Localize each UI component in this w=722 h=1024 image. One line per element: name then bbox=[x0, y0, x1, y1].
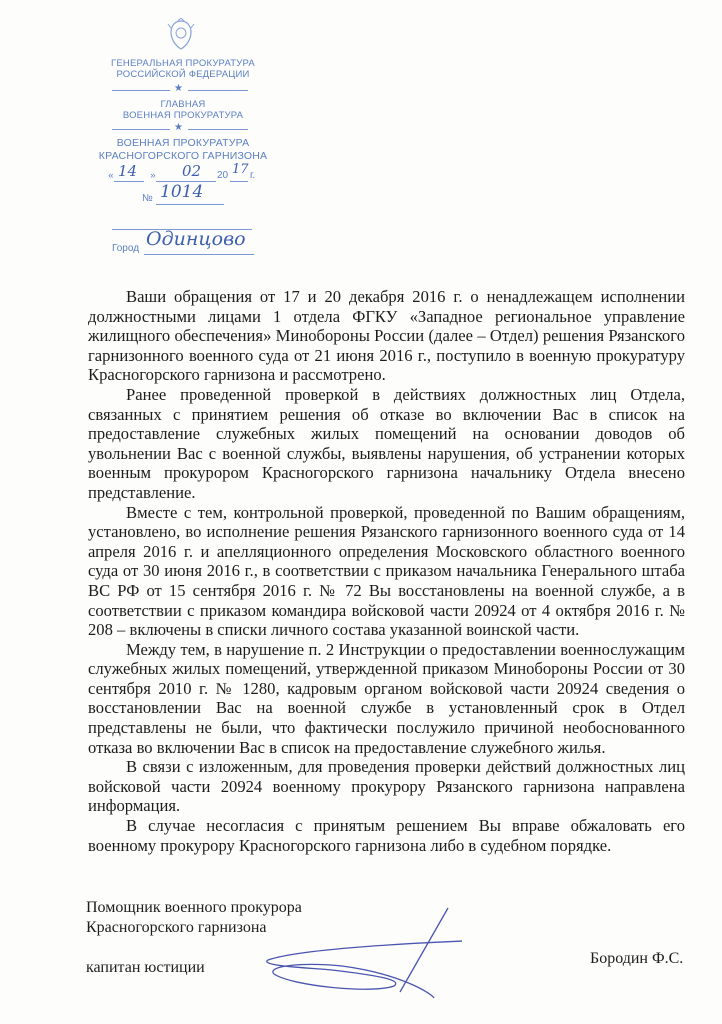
stamp-org-line: ВОЕННАЯ ПРОКУРАТУРА bbox=[116, 137, 250, 149]
stamp-date-year: 17 bbox=[232, 162, 249, 177]
paragraph: В связи с изложенным, для проведения проверки действий должностных лиц войсковой части 20924 военному прокурору Рязанского гарнизона направлена информация. bbox=[88, 757, 685, 816]
stamp-org-line: КРАСНОГОРСКОГО ГАРНИЗОНА bbox=[98, 150, 268, 162]
stamp-city-label: Город bbox=[112, 243, 140, 254]
paragraph: Между тем, в нарушение п. 2 Инструкции о предоставлении военнослужащим служебных жилых помещений, утвержденной приказом Минобороны России от 30 сентября 2010 г. № 1280, кадровым органом войсковой части 20924 сведения о восстановлении Вас на военной службе в установленный срок в Отдел представлены не были, что фактически послужило причиной необоснованного отказа во включении Вас в список на предоставление служебного жилья. bbox=[88, 639, 685, 757]
signer-name: Бородин Ф.С. bbox=[590, 950, 684, 967]
stamp-org-line: ГЛАВНАЯ bbox=[160, 99, 206, 110]
letter-body bbox=[88, 287, 685, 855]
signer-position: Красногорского гарнизона bbox=[86, 919, 267, 936]
signer-rank: капитан юстиции bbox=[86, 959, 205, 976]
star-icon: ★ bbox=[174, 83, 183, 94]
stamp-org-line: ГЕНЕРАЛЬНАЯ ПРОКУРАТУРА bbox=[111, 58, 255, 69]
stamp-city: Одинцово bbox=[146, 228, 246, 250]
handwritten-signature bbox=[262, 890, 462, 1000]
star-icon: ★ bbox=[174, 122, 183, 133]
stamp-date-month: 02 bbox=[182, 162, 202, 180]
paragraph: Вместе с тем, контрольной проверкой, проведенной по Вашим обращениям, установлено, во исполнение решения Рязанского гарнизонного военного суда от 14 апреля 2016 г. и апелляционного определения Московского областного военного суда от 30 июня 2016 г., в соответствии с приказом начальника Генерального штаба ВС РФ от 15 сентября 2016 г. № 72 Вы восстановлены на военной службе, а в соответствии с приказом командира войсковой части 20924 от 4 октября 2016 г. № 208 – включены в списки личного состава указанной воинской части. bbox=[88, 502, 685, 640]
stamp-number-label: № bbox=[142, 193, 153, 204]
stamp-org-line: ВОЕННАЯ ПРОКУРАТУРА bbox=[122, 110, 244, 121]
stamp-org-line: РОССИЙСКОЙ ФЕДЕРАЦИИ bbox=[116, 69, 250, 80]
paragraph: Ранее проведенной проверкой в действиях должностных лиц Отдела, связанных с принятием решения об отказе во включении Вас в список на предоставление служебных жилых помещений на основании доводов об увольнении Вас с военной службы, выявлены нарушения, об устранении которых военным прокурором Красногорского гарнизона начальнику Отдела внесено представление. bbox=[88, 384, 685, 502]
stamp-year-suffix: г. bbox=[250, 170, 256, 181]
coat-of-arms-icon bbox=[166, 18, 196, 52]
paragraph: Ваши обращения от 17 и 20 декабря 2016 г. о ненадлежащем исполнении должностными лицами 1 отдела ФГКУ «Западное региональное управление жилищного обеспечения» Минобороны России (далее – Отдел) решения Рязанского гарнизонного военного суда от 21 июня 2016 г., поступило в военную прокуратуру Красногорского гарнизона и рассмотрено. bbox=[88, 287, 685, 385]
stamp-year-prefix: 20 bbox=[217, 170, 229, 181]
stamp-date-day: 14 bbox=[118, 162, 138, 180]
signer-position: Помощник военного прокурора bbox=[86, 899, 302, 916]
stamp-number: 1014 bbox=[160, 182, 204, 202]
paragraph: В случае несогласия с принятым решением Вы вправе обжаловать его военному прокурору Красногорского гарнизона либо в судебном порядке. bbox=[88, 816, 685, 855]
